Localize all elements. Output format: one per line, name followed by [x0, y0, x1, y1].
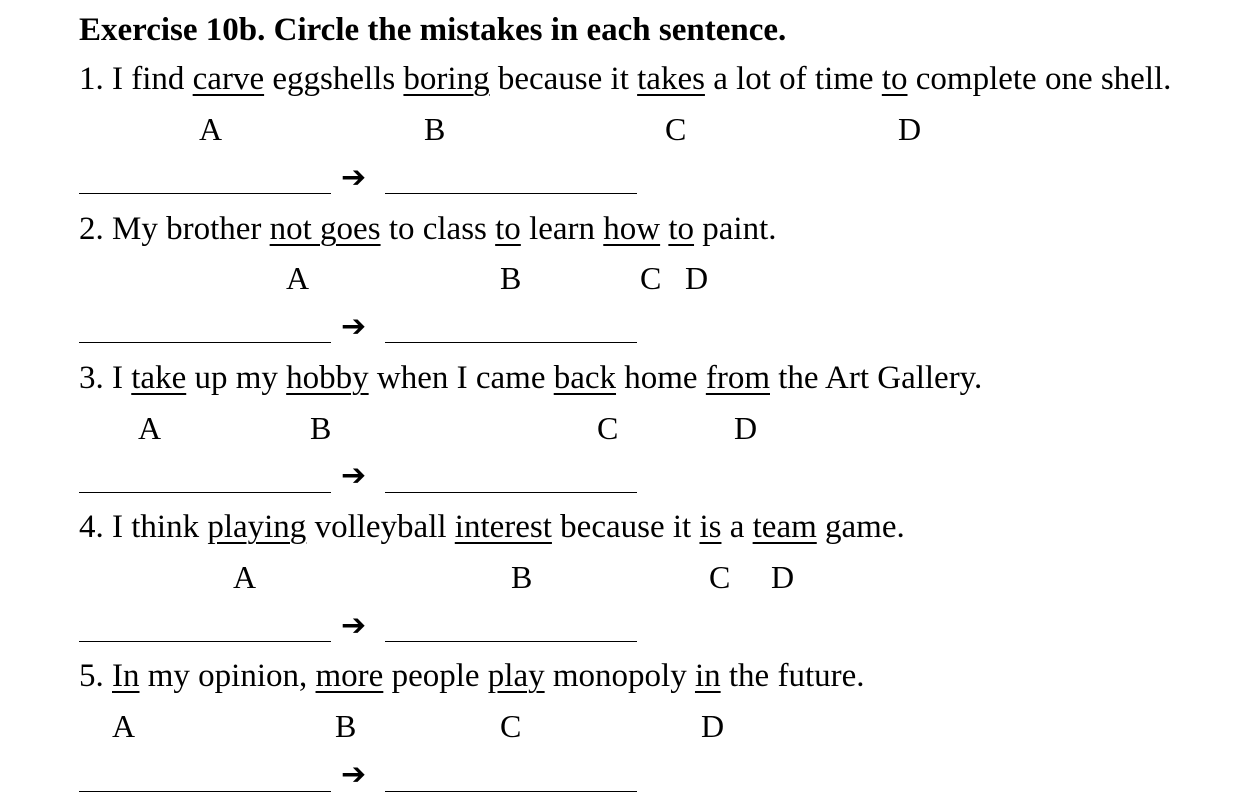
- question-1-letter-c: C: [665, 111, 687, 147]
- question-1-letter-b: B: [424, 111, 446, 147]
- question-2-correction-blank[interactable]: [385, 342, 637, 343]
- question-1-correction-blank[interactable]: [385, 193, 637, 194]
- arrow-right-icon: ➔: [341, 608, 367, 643]
- option-a-underline[interactable]: playing: [207, 509, 307, 545]
- question-3-sentence: 3. I take up my hobby when I came back home from the Art Gallery.: [79, 360, 983, 396]
- question-2-sentence: 2. My brother not goes to class to learn how to paint.: [79, 211, 777, 247]
- option-c-underline[interactable]: is: [699, 509, 722, 545]
- question-3-letter-b: B: [310, 410, 332, 446]
- question-3-correction-blank[interactable]: [385, 492, 637, 493]
- question-5-letter-d: D: [701, 708, 725, 744]
- question-5-letter-a: A: [112, 708, 136, 744]
- question-4-letter-b: B: [511, 559, 533, 595]
- question-1-letter-a: A: [199, 111, 223, 147]
- option-a-underline[interactable]: take: [131, 360, 187, 396]
- option-d-underline[interactable]: in: [694, 658, 721, 694]
- option-d-underline[interactable]: to: [668, 211, 695, 247]
- option-d-underline[interactable]: to: [881, 61, 908, 97]
- option-b-underline[interactable]: hobby: [286, 360, 369, 396]
- question-4-mistake-blank[interactable]: [79, 641, 331, 642]
- option-c-underline[interactable]: takes: [637, 61, 705, 97]
- question-4-letter-a: A: [233, 559, 257, 595]
- option-a-underline[interactable]: not goes: [269, 211, 381, 247]
- option-d-underline[interactable]: from: [705, 360, 770, 396]
- question-2-mistake-blank[interactable]: [79, 342, 331, 343]
- question-4-correction-blank[interactable]: [385, 641, 637, 642]
- question-5-sentence: 5. In my opinion, more people play monopoly in the future.: [79, 658, 865, 694]
- option-c-underline[interactable]: how: [603, 211, 661, 247]
- arrow-right-icon: ➔: [341, 757, 367, 792]
- question-4-sentence: 4. I think playing volleyball interest because it is a team game.: [79, 509, 905, 545]
- question-1-letter-d: D: [898, 111, 922, 147]
- option-c-underline[interactable]: play: [487, 658, 545, 694]
- question-2-letter-b: B: [500, 260, 522, 296]
- option-b-underline[interactable]: boring: [403, 61, 490, 97]
- option-a-underline[interactable]: In: [112, 658, 140, 694]
- option-a-underline[interactable]: carve: [192, 61, 265, 97]
- question-2-letter-c: C: [640, 260, 662, 296]
- arrow-right-icon: ➔: [341, 458, 367, 493]
- option-c-underline[interactable]: back: [553, 360, 617, 396]
- question-2-letter-a: A: [286, 260, 310, 296]
- option-d-underline[interactable]: team: [752, 509, 817, 545]
- question-5-correction-blank[interactable]: [385, 791, 637, 792]
- question-1-sentence: 1. I find carve eggshells boring because it takes a lot of time to complete one shell.: [79, 61, 1172, 97]
- option-b-underline[interactable]: to: [495, 211, 521, 247]
- question-3-letter-a: A: [138, 410, 162, 446]
- option-b-underline[interactable]: more: [315, 658, 384, 694]
- question-3-mistake-blank[interactable]: [79, 492, 331, 493]
- question-5-letter-c: C: [500, 708, 522, 744]
- question-5-mistake-blank[interactable]: [79, 791, 331, 792]
- question-3-letter-c: C: [597, 410, 619, 446]
- question-2-letter-d: D: [685, 260, 709, 296]
- question-3-letter-d: D: [734, 410, 758, 446]
- question-4-letter-c: C: [709, 559, 731, 595]
- question-5-letter-b: B: [335, 708, 357, 744]
- option-b-underline[interactable]: interest: [454, 509, 552, 545]
- question-4-letter-d: D: [771, 559, 795, 595]
- question-1-mistake-blank[interactable]: [79, 193, 331, 194]
- exercise-title: Exercise 10b. Circle the mistakes in each sentence.: [79, 12, 787, 48]
- arrow-right-icon: ➔: [341, 160, 367, 195]
- arrow-right-icon: ➔: [341, 309, 367, 344]
